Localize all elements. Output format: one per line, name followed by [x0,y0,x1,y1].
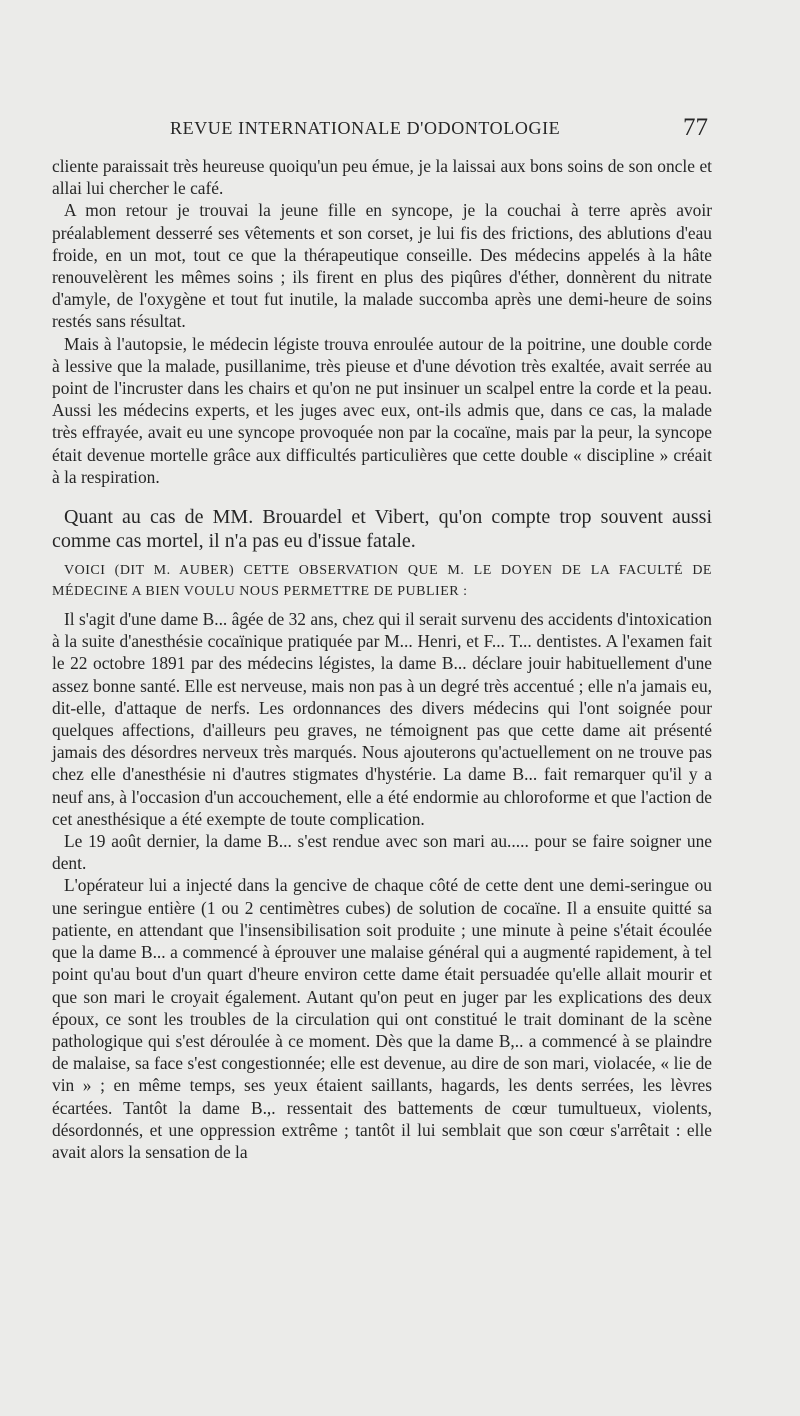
paragraph: L'opérateur lui a injecté dans la gencive de chaque côté de cette dent une demi-seringue ou une seringue entière (1 ou 2 centimètres cubes) de solution de cocaïne. Il a ensuite quitté sa patiente, en attendant que l'insensibilisation soit produite ; une minute à peine s'était écoulée que la dame B... a commencé à éprouver une malaise général qui a augmenté rapidement, à tel point qu'au bout d'un quart d'heure environ cette dame était persuadée qu'elle allait mourir et que son mari le croyait également. Autant qu'on peut en juger par les explications des deux époux, ce sont les troubles de la circulation qui ont constitué le trait dominant de la scène pathologique qui s'est déroulée à ce moment. Dès que la dame B,.. a commencé à se plaindre de malaise, sa face s'est congestionnée; elle est devenue, au dire de son mari, violacée, « lie de vin » ; en même temps, ses yeux étaient saillants, hagards, les dents serrées, les lèvres écartées. Tantôt la dame B.,. ressentait des battements de cœur tumultueux, violents, désordonnés, et une oppression extrême ; tantôt il lui semblait que son cœur s'arrêtait : elle avait alors la sensation de la [52,875,712,1162]
body-text [52,155,712,1163]
paragraph: cliente paraissait très heureuse quoiqu'un peu émue, je la laissai aux bons soins de son oncle et allai lui chercher le café. [52,156,712,199]
paragraph: Il s'agit d'une dame B... âgée de 32 ans, chez qui il serait survenu des accidents d'intoxication à la suite d'anesthésie cocaïnique pratiquée par M... Henri, et F... T... dentistes. A l'examen fait le 22 octobre 1891 par des médecins légistes, la dame B... déclare jouir habituellement d'une assez bonne santé. Elle est nerveuse, mais non pas à un degré très accentué ; elle n'a jamais eu, dit-elle, d'attaque de nerfs. Les ordonnances des divers médecins qui l'ont soignée pour quelques affections, d'ailleurs peu graves, ne témoignent pas que cette dame ait présenté jamais des désordres nerveux très marqués. Nous ajouterons qu'actuellement on ne trouve pas chez elle d'anesthésie ni d'autres stigmates d'hystérie. La dame B... fait remarquer qu'il y a neuf ans, à l'occasion d'un accouchement, elle a été endormie au chloroforme et que l'action de cet anesthésique a été exempte de toute complication. [52,609,712,829]
paragraph: Mais à l'autopsie, le médecin légiste trouva enroulée autour de la poitrine, une double corde à lessive que la malade, pusillanime, très pieuse et d'une dévotion très exaltée, avait serrée au point de l'incruster dans les chairs et qu'on ne put insinuer un scalpel entre la corde et la peau. Aussi les médecins experts, et les juges avec eux, ont-ils admis que, dans ce cas, la malade très effrayée, avait eu une syncope provoquée non par la cocaïne, mais par la peur, la syncope était devenue mortelle grâce aux difficultés particulières que cette double « discipline » créait à la respiration. [52,333,712,487]
running-head: REVUE INTERNATIONALE D'ODONTOLOGIE [170,118,561,138]
page-number: 77 [683,114,708,141]
paragraph: Le 19 août dernier, la dame B... s'est rendue avec son mari au..... pour se faire soigner une dent. [52,831,712,874]
paragraph-small-caps: VOICI (DIT M. AUBER) CETTE OBSERVATION QUE M. LE DOYEN DE LA FACULTÉ DE MÉDECINE A BIEN VOULU NOUS PERMETTRE DE PUBLIER : [52,563,712,600]
page-header [170,116,708,146]
paragraph: A mon retour je trouvai la jeune fille en syncope, je la couchai à terre après avoir préalablement desserré ses vêtements et son corset, je lui fis des frictions, des ablutions d'eau froide, en un mot, tout ce que la thérapeutique conseille. Des médecins appelés à la hâte renouvelèrent les mêmes soins ; ils firent en plus des piqûres d'éther, donnèrent du nitrate d'amyle, de l'oxygène et tout fut inutile, la malade succomba après une demi-heure de soins restés sans résultat. [52,200,712,332]
paragraph-large: Quant au cas de MM. Brouardel et Vibert, qu'on compte trop souvent aussi comme cas mortel, il n'a pas eu d'issue fatale. [52,506,712,553]
